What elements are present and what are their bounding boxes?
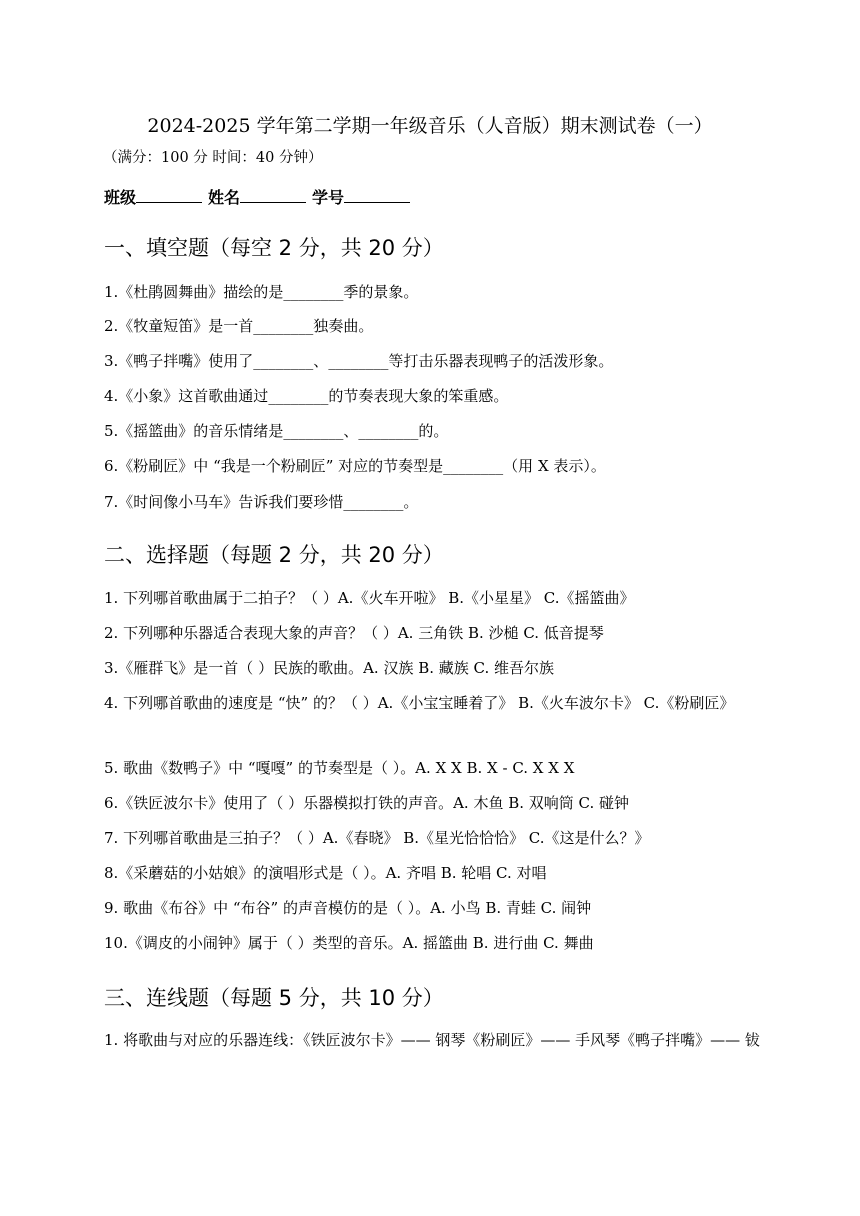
score-time-note: （满分：100 分 时间：40 分钟） — [103, 150, 323, 166]
choice-question-6: 6.《铁匠波尔卡》使用了（ ）乐器模拟打铁的声音。A. 木鱼 B. 双响筒 C. 碰钟 — [104, 794, 630, 812]
choice-question-10: 10.《调皮的小闹钟》属于（ ）类型的音乐。A. 摇篮曲 B. 进行曲 C. 舞曲 — [104, 934, 594, 952]
name-label: 姓名 — [208, 188, 241, 207]
fill-question-4: 4.《小象》这首歌曲通过________的节奏表现大象的笨重感。 — [104, 387, 509, 405]
id-blank — [344, 185, 410, 203]
fill-question-1: 1.《杜鹃圆舞曲》描绘的是________季的景象。 — [104, 283, 419, 301]
student-info-line — [104, 185, 416, 209]
choice-question-5: 5. 歌曲《数鸭子》中 “嘎嘎” 的节奏型是（ ）。A. X X B. X - C. X X X — [104, 759, 575, 777]
choice-question-4: 4. 下列哪首歌曲的速度是 “快” 的？（ ）A.《小宝宝睡着了》 B.《火车波尔卡》 C.《粉刷匠》 — [104, 694, 735, 712]
fill-question-6: 6.《粉刷匠》中 “我是一个粉刷匠” 对应的节奏型是________（用 X 表示）。 — [104, 457, 606, 475]
choice-question-8: 8.《采蘑菇的小姑娘》的演唱形式是（ ）。A. 齐唱 B. 轮唱 C. 对唱 — [104, 864, 547, 882]
exam-title: 2024-2025 学年第二学期一年级音乐（人音版）期末测试卷（一） — [147, 115, 713, 137]
section1-heading: 一、填空题（每空 2 分，共 20 分） — [104, 236, 444, 260]
fill-question-7: 7.《时间像小马车》告诉我们要珍惜________。 — [104, 493, 419, 511]
choice-question-7: 7. 下列哪首歌曲是三拍子？（ ）A.《春晓》 B.《星光恰恰恰》 C.《这是什么？》 — [104, 829, 650, 847]
choice-question-1: 1. 下列哪首歌曲属于二拍子？（ ）A.《火车开啦》 B.《小星星》 C.《摇篮曲》 — [104, 589, 635, 607]
fill-question-2: 2.《牧童短笛》是一首________独奏曲。 — [104, 317, 374, 335]
class-label: 班级 — [104, 188, 137, 207]
choice-question-9: 9. 歌曲《布谷》中 “布谷” 的声音模仿的是（ ）。A. 小鸟 B. 青蛙 C. 闹钟 — [104, 899, 592, 917]
name-blank — [240, 185, 306, 203]
section2-heading: 二、选择题（每题 2 分，共 20 分） — [104, 543, 444, 567]
section3-heading: 三、连线题（每题 5 分，共 10 分） — [104, 986, 444, 1010]
fill-question-3: 3.《鸭子拌嘴》使用了________、________等打击乐器表现鸭子的活泼形象。 — [104, 352, 614, 370]
choice-question-2: 2. 下列哪种乐器适合表现大象的声音？（ ）A. 三角铁 B. 沙槌 C. 低音提琴 — [104, 624, 604, 642]
matching-question-1: 1. 将歌曲与对应的乐器连线：《铁匠波尔卡》—— 钢琴《粉刷匠》—— 手风琴《鸭子拌嘴》—— 钹 — [104, 1031, 760, 1049]
choice-question-3: 3.《雁群飞》是一首（ ）民族的歌曲。A. 汉族 B. 藏族 C. 维吾尔族 — [104, 659, 555, 677]
id-label: 学号 — [312, 188, 345, 207]
fill-question-5: 5.《摇篮曲》的音乐情绪是________、________的。 — [104, 422, 449, 440]
class-blank — [136, 185, 202, 203]
